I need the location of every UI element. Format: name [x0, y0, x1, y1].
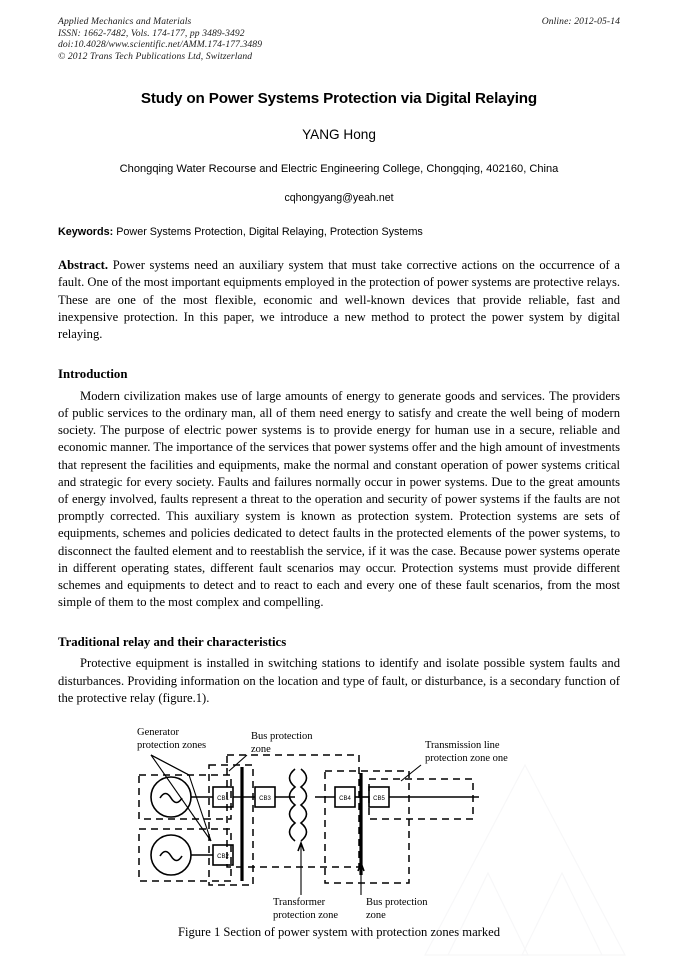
label-generator-line2: protection zones: [137, 740, 207, 752]
abstract-block: [58, 257, 620, 342]
affiliation: Chongqing Water Recourse and Electric Engineering College, Chongqing, 402160, China: [119, 163, 559, 176]
label-transformer-line1: Transformer: [273, 897, 326, 909]
page-title: Study on Power Systems Protection via Digital Relaying: [140, 90, 538, 108]
cb3-label: CB3: [259, 796, 271, 803]
doi-line: doi:10.4028/www.scientific.net/AMM.174-177.3489: [58, 39, 263, 51]
cb5-label: CB5: [373, 796, 385, 803]
label-bus-bottom-line2: zone: [366, 910, 386, 922]
label-bus-top-line1: Bus protection: [251, 731, 313, 743]
figure-caption: Figure 1 Section of power system with protection zones marked: [177, 925, 501, 940]
keywords-value: Power Systems Protection, Digital Relaying, Protection Systems: [116, 226, 423, 239]
label-bus-bottom-line1: Bus protection: [366, 897, 428, 909]
issn-line: ISSN: 1662-7482, Vols. 174-177, pp 3489-3492: [58, 27, 245, 39]
copyright-line: © 2012 Trans Tech Publications Ltd, Switzerland: [58, 50, 253, 62]
generator-2: [151, 835, 191, 875]
journal-name: Applied Mechanics and Materials: [58, 16, 192, 27]
abstract-text: Power systems need an auxiliary system that must take corrective actions on the occurrence of a fault. One of the most important equipments employed in the protection of power systems are protective relays. These are one of the most flexible, economic and well-known devices that provide reliable, fast and inexpensive protection. In this paper, we introduce a new method to protect the power system by digital relaying.: [58, 258, 621, 341]
circuit-breaker-cb5: [369, 787, 389, 807]
figure-1: [58, 723, 620, 923]
power-system-diagram: [129, 723, 549, 923]
circuit-breaker-cb2: [213, 845, 233, 865]
cb2-label: CB2: [217, 854, 229, 861]
section-heading-traditional-relay: Traditional relay and their characteristics: [58, 635, 287, 650]
masthead: [58, 16, 620, 62]
author-name: YANG Hong: [302, 127, 376, 143]
abstract-label: Abstract.: [58, 258, 109, 273]
label-bus-top-line2: zone: [251, 744, 271, 756]
label-generator-line1: Generator: [137, 727, 179, 739]
cb4-label: CB4: [339, 796, 351, 803]
keywords-line: [58, 226, 620, 238]
author-email: cqhongyang@yeah.net: [284, 192, 394, 205]
leader-lines: [151, 755, 421, 895]
section-paragraph-introduction: Modern civilization makes use of large amounts of energy to generate goods and services. The providers of public services to the ordinary man, all of them need energy to satisfy and create the well being of modern society. The purpose of electric power systems is to provide energy for human use in a secure, reliable and economic manner. The importance of the services that power systems offer and the high amount of investments that represent the facilities and equipments, make the normal and constant operation of power systems critical and strategic for every society. Faults and failures normally occur in power systems. Due to the great amounts of energy involved, faults represent a threat to the operation and security of power systems if the faults are not promptly corrected. This auxiliary system is known as protection system. Protection systems are sets of equipments, schemes and policies dedicated to detect faults in the protected elements of the power systems, to disconnect the faulted element and to reestablish the service, if it was the case. Because power systems operate in different operating states, different fault scenarios may occur. Protection systems must provide different schemes and equipments to detect and to react to each and every one of these fault scenarios, from the most simple of them to the most complex and compelling.: [58, 388, 620, 610]
transformer-symbol: [290, 769, 307, 841]
online-date: Online: 2012-05-14: [541, 16, 620, 27]
circuit-breaker-cb1: [213, 787, 233, 807]
cb1-label: CB1: [217, 796, 229, 803]
keywords-label: Keywords:: [58, 226, 114, 239]
label-transformer-line2: protection zone: [273, 910, 339, 922]
label-transmission-line1: Transmission line: [425, 740, 500, 752]
circuit-breaker-cb3: [255, 787, 275, 807]
circuit-breaker-cb4: [335, 787, 355, 807]
section-paragraph-traditional-relay: Protective equipment is installed in switching stations to identify and isolate possible system faults and disturbances. Providing information on the location and type of fault, or disturbance, is a secondary function of the protective relay (figure.1).: [58, 656, 620, 705]
label-transmission-line2: protection zone one: [425, 753, 508, 765]
section-heading-introduction: Introduction: [58, 366, 128, 381]
